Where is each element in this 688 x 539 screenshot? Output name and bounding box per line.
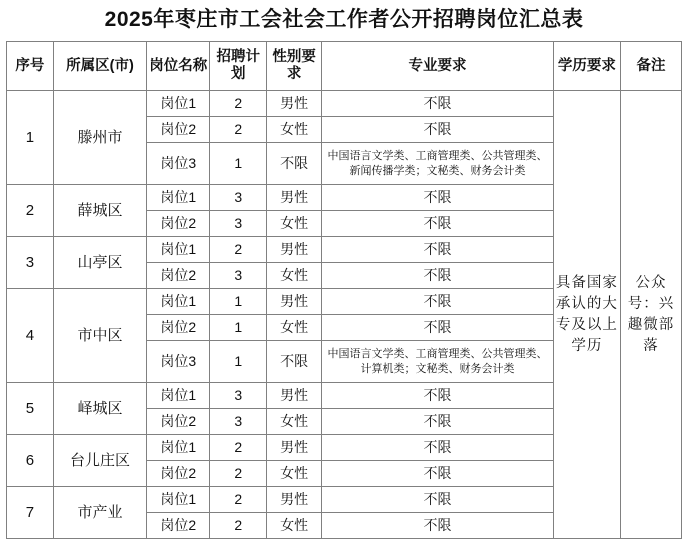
cell-plan: 2 <box>210 461 267 487</box>
column-header-post: 岗位名称 <box>147 42 210 91</box>
column-header-gender: 性别要求 <box>267 42 322 91</box>
cell-post: 岗位1 <box>147 289 210 315</box>
cell-post: 岗位1 <box>147 185 210 211</box>
recruitment-table <box>6 41 682 539</box>
cell-index: 3 <box>7 237 54 289</box>
cell-major: 不限 <box>322 211 554 237</box>
cell-region: 山亭区 <box>53 237 147 289</box>
cell-major: 不限 <box>322 185 554 211</box>
cell-post: 岗位2 <box>147 409 210 435</box>
cell-post: 岗位2 <box>147 315 210 341</box>
column-header-education: 学历要求 <box>553 42 620 91</box>
cell-gender: 不限 <box>267 143 322 185</box>
cell-region: 滕州市 <box>53 91 147 185</box>
cell-gender: 女性 <box>267 211 322 237</box>
cell-post: 岗位3 <box>147 143 210 185</box>
table-header <box>7 42 682 91</box>
cell-plan: 3 <box>210 211 267 237</box>
cell-major: 中国语言文学类、工商管理类、公共管理类、新闻传播学类；文秘类、财务会计类 <box>322 143 554 185</box>
column-header-plan: 招聘计划 <box>210 42 267 91</box>
cell-gender: 男性 <box>267 185 322 211</box>
cell-plan: 1 <box>210 315 267 341</box>
cell-plan: 3 <box>210 383 267 409</box>
cell-gender: 女性 <box>267 513 322 539</box>
cell-post: 岗位2 <box>147 461 210 487</box>
cell-gender: 男性 <box>267 383 322 409</box>
cell-major: 不限 <box>322 461 554 487</box>
column-header-region: 所属区(市) <box>53 42 147 91</box>
cell-major: 不限 <box>322 315 554 341</box>
column-header-remark: 备注 <box>620 42 681 91</box>
cell-gender: 女性 <box>267 409 322 435</box>
cell-major: 不限 <box>322 263 554 289</box>
cell-region: 市产业 <box>53 487 147 539</box>
cell-gender: 女性 <box>267 263 322 289</box>
cell-gender: 女性 <box>267 117 322 143</box>
cell-major: 不限 <box>322 513 554 539</box>
cell-major: 不限 <box>322 289 554 315</box>
cell-post: 岗位1 <box>147 487 210 513</box>
page-title: 2025年枣庄市工会社会工作者公开招聘岗位汇总表 <box>104 8 584 31</box>
cell-gender: 男性 <box>267 91 322 117</box>
cell-post: 岗位1 <box>147 435 210 461</box>
table-header-row <box>7 42 682 91</box>
cell-plan: 2 <box>210 435 267 461</box>
cell-major: 不限 <box>322 487 554 513</box>
cell-plan: 2 <box>210 487 267 513</box>
cell-plan: 1 <box>210 289 267 315</box>
cell-index: 4 <box>7 289 54 383</box>
cell-plan: 1 <box>210 341 267 383</box>
cell-gender: 女性 <box>267 461 322 487</box>
cell-index: 7 <box>7 487 54 539</box>
cell-major: 不限 <box>322 383 554 409</box>
cell-post: 岗位2 <box>147 211 210 237</box>
cell-gender: 女性 <box>267 315 322 341</box>
cell-post: 岗位1 <box>147 383 210 409</box>
table-row <box>7 91 682 117</box>
cell-plan: 3 <box>210 185 267 211</box>
cell-major: 不限 <box>322 91 554 117</box>
cell-major: 不限 <box>322 435 554 461</box>
cell-major: 不限 <box>322 237 554 263</box>
cell-region: 市中区 <box>53 289 147 383</box>
cell-remark: 公众号：兴趣微部落 <box>620 91 681 539</box>
cell-plan: 2 <box>210 117 267 143</box>
cell-gender: 男性 <box>267 237 322 263</box>
cell-plan: 3 <box>210 409 267 435</box>
cell-post: 岗位3 <box>147 341 210 383</box>
cell-post: 岗位2 <box>147 117 210 143</box>
cell-index: 1 <box>7 91 54 185</box>
cell-major: 中国语言文学类、工商管理类、公共管理类、计算机类；文秘类、财务会计类 <box>322 341 554 383</box>
cell-post: 岗位2 <box>147 513 210 539</box>
cell-education: 具备国家承认的大专及以上学历 <box>553 91 620 539</box>
cell-region: 峄城区 <box>53 383 147 435</box>
cell-plan: 2 <box>210 91 267 117</box>
column-header-index: 序号 <box>7 42 54 91</box>
table-body <box>7 91 682 539</box>
cell-major: 不限 <box>322 117 554 143</box>
cell-index: 2 <box>7 185 54 237</box>
cell-region: 薛城区 <box>53 185 147 237</box>
cell-post: 岗位1 <box>147 237 210 263</box>
column-header-major: 专业要求 <box>322 42 554 91</box>
cell-index: 5 <box>7 383 54 435</box>
cell-plan: 3 <box>210 263 267 289</box>
cell-plan: 1 <box>210 143 267 185</box>
cell-post: 岗位1 <box>147 91 210 117</box>
cell-index: 6 <box>7 435 54 487</box>
cell-gender: 男性 <box>267 435 322 461</box>
cell-major: 不限 <box>322 409 554 435</box>
cell-gender: 不限 <box>267 341 322 383</box>
cell-gender: 男性 <box>267 289 322 315</box>
cell-plan: 2 <box>210 237 267 263</box>
cell-region: 台儿庄区 <box>53 435 147 487</box>
cell-post: 岗位2 <box>147 263 210 289</box>
cell-gender: 男性 <box>267 487 322 513</box>
cell-plan: 2 <box>210 513 267 539</box>
